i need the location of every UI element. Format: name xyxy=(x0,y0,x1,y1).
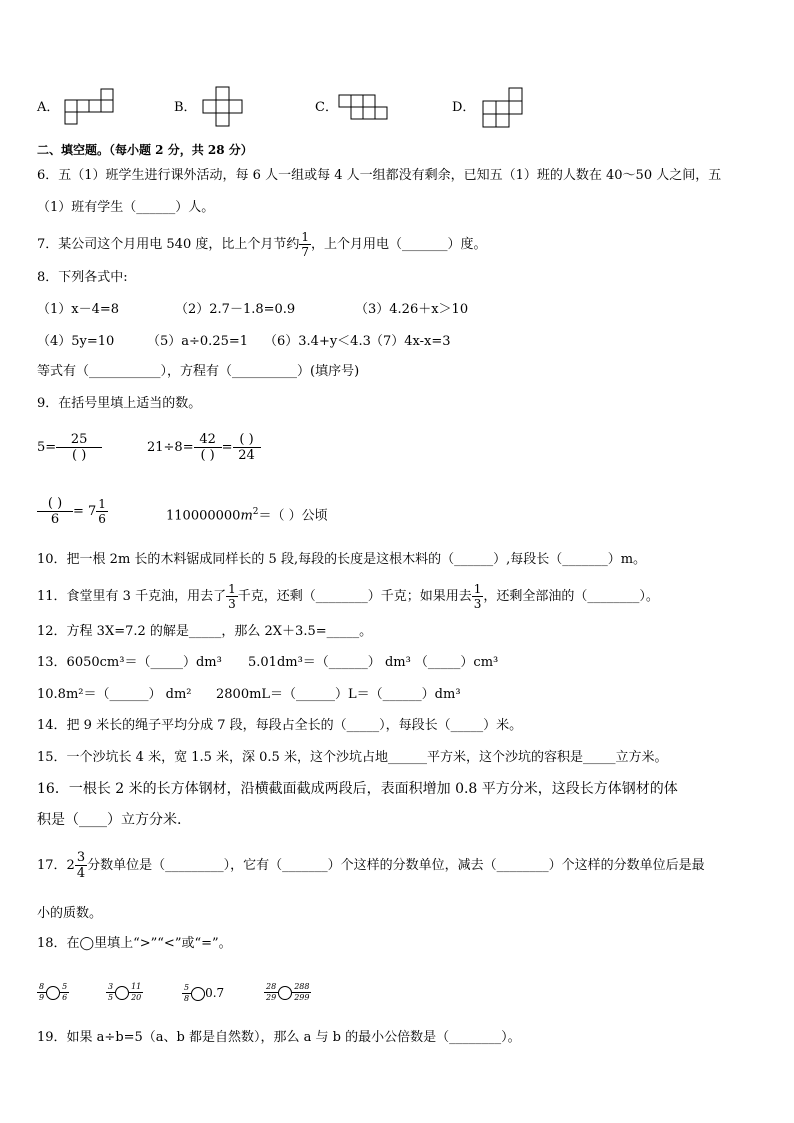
q9-a-left: 5= xyxy=(37,440,57,455)
q9-c-fraction xyxy=(37,497,73,526)
q18-item-2-n1: 3 xyxy=(108,982,114,991)
option-c-label: C． xyxy=(315,100,338,115)
q17-post: 分数单位是（_________），它有（_______）个这样的分数单位，减去（________）个这样的分数单位后是最 xyxy=(87,858,705,873)
q18-item-1-left xyxy=(37,983,46,1002)
q17-pre: 17．2 xyxy=(37,858,75,873)
q18-item-2-right xyxy=(129,983,143,1002)
option-c-net-figure xyxy=(338,94,392,122)
q18-item-2-n2: 11 xyxy=(131,982,142,991)
q9-d-rest: ＝（ ）公顷 xyxy=(258,508,328,524)
q8-title: 8．下列各式中: xyxy=(37,270,128,285)
q8-item-4: （4）5y=10 xyxy=(37,334,115,349)
q9-c-fnum: 1 xyxy=(98,497,106,511)
q9-c-num: ( ) xyxy=(37,497,73,512)
q7-pre: 7．某公司这个月用电 540 度，比上个月节约 xyxy=(37,237,300,252)
q9-a-fraction xyxy=(56,433,102,462)
q11-num2: 1 xyxy=(473,582,482,596)
q9-a-num: 25 xyxy=(56,433,102,448)
q8-item-6: （6）3.4+y＜4.3 xyxy=(264,334,371,349)
q18-title: 18．在◯里填上“>”“<”或“=”。 xyxy=(37,936,232,951)
q18-item-2 xyxy=(106,978,143,1008)
q9-title: 9．在括号里填上适当的数。 xyxy=(37,396,202,411)
q8-answer: 等式有（___________），方程有（__________）(填序号) xyxy=(37,364,360,379)
q18-item-4-d2: 299 xyxy=(294,993,310,1002)
q13-row2-a: 10.8m²＝（______） dm² xyxy=(37,687,192,702)
q17-line2: 小的质数。 xyxy=(37,906,103,921)
q18-item-2-d2: 20 xyxy=(131,993,142,1002)
q18-item-1-d2: 6 xyxy=(62,993,68,1002)
q9-b-fraction2 xyxy=(233,433,261,462)
q8-item-7: （7）4x-x=3 xyxy=(370,334,451,349)
compare-circle[interactable] xyxy=(278,986,292,1000)
q11-den2: 3 xyxy=(473,597,482,611)
q17-fraction xyxy=(75,851,87,880)
q9-b-left: 21÷8= xyxy=(147,440,194,455)
q11-post: ，还剩全部油的（________）。 xyxy=(483,589,659,604)
q9-c-eq: = 7 xyxy=(73,504,97,519)
q18-item-3-d1: 8 xyxy=(184,994,190,1003)
q16-line2: 积是（____）立方分米. xyxy=(37,812,182,828)
section-title: 二、填空题。（每小题 2 分，共 28 分） xyxy=(37,143,253,157)
q18-item-4-d1: 29 xyxy=(266,993,277,1002)
option-d-net-figure xyxy=(482,87,524,129)
q12: 12．方程 3X=7.2 的解是_____，那么 2X＋3.5=_____。 xyxy=(37,624,373,639)
q7-fraction-num: 1 xyxy=(301,230,309,244)
q9-d-unit: m xyxy=(240,508,253,524)
q15: 15．一个沙坑长 4 米，宽 1.5 米，深 0.5 米，这个沙坑占地______平方米，这个沙坑的容积是_____立方米。 xyxy=(37,750,668,765)
q18-item-4 xyxy=(264,978,311,1008)
q18-item-3 xyxy=(182,978,224,1009)
q9-a xyxy=(37,428,102,468)
q8-item-5: （5）a÷0.25=1 xyxy=(147,334,249,349)
option-b-net-figure xyxy=(202,86,244,128)
q9-a-den: ( ) xyxy=(72,448,87,463)
q7-fraction xyxy=(299,231,311,258)
q18-item-4-n1: 28 xyxy=(266,982,277,991)
q11 xyxy=(37,578,659,616)
q17 xyxy=(37,846,705,886)
q18-item-2-d1: 5 xyxy=(108,993,114,1002)
option-b-label: B． xyxy=(174,100,197,115)
q16-line1: 16．一根长 2 米的长方体钢材，沿横截面截成两段后，表面积增加 0.8 平方分米，这段长方体钢材的体 xyxy=(37,781,678,797)
q9-b xyxy=(147,428,261,468)
q9-c-fden: 6 xyxy=(98,512,106,526)
q17-num: 3 xyxy=(76,850,86,865)
q9-b-den1: ( ) xyxy=(200,448,215,463)
q10: 10．把一根 2m 长的木料锯成同样长的 5 段,每段的长度是这根木料的（______）,每段长（_______）m。 xyxy=(37,552,647,567)
q8-item-1: （1）x－4=8 xyxy=(37,302,120,317)
q11-pre: 11．食堂里有 3 千克油，用去了 xyxy=(37,589,227,604)
q9-d-sup: 2 xyxy=(252,507,259,517)
q13-row1-b: 5.01dm³＝（______） dm³ （_____）cm³ xyxy=(248,655,499,670)
option-a-label: A． xyxy=(37,100,60,115)
q11-mid: 千克，还剩（________）千克；如果用去 xyxy=(237,589,472,604)
q18-item-3-right: 0.7 xyxy=(205,986,225,1000)
q9-b-eq: = xyxy=(221,440,233,455)
q18-item-1-right xyxy=(60,983,69,1002)
option-a-net-figure xyxy=(64,88,116,128)
q7-fraction-den: 7 xyxy=(301,245,309,259)
q19: 19．如果 a÷b=5（a、b 都是自然数），那么 a 与 b 的最小公倍数是（________）。 xyxy=(37,1030,521,1045)
q18-item-4-n2: 288 xyxy=(294,982,310,991)
q9-b-fraction1 xyxy=(194,433,222,462)
q18-item-1-n2: 5 xyxy=(62,982,68,991)
q18-item-1-d1: 9 xyxy=(39,993,45,1002)
q9-c-den: 6 xyxy=(50,512,60,527)
q18-item-4-left xyxy=(264,983,278,1002)
q11-den1: 3 xyxy=(228,597,236,611)
q18-item-3-left xyxy=(182,984,191,1003)
q18-item-1-n1: 8 xyxy=(39,982,45,991)
q9-c xyxy=(37,492,108,532)
q9-b-num2: ( ) xyxy=(233,433,261,448)
q14: 14．把 9 米长的绳子平均分成 7 段，每段占全长的（_____），每段长（_____）米。 xyxy=(37,718,523,733)
compare-circle[interactable] xyxy=(115,986,129,1000)
q18-item-4-right xyxy=(292,983,311,1002)
q13-row1-a: 13．6050cm³＝（_____）dm³ xyxy=(37,655,222,670)
option-d-label: D． xyxy=(452,100,476,115)
q13-row2-b: 2800mL＝（______）L＝（______）dm³ xyxy=(216,687,461,702)
q8-item-2: （2）2.7－1.8=0.9 xyxy=(175,302,296,317)
q9-d-number: 110000000 xyxy=(166,508,241,524)
q11-num1: 1 xyxy=(228,582,236,596)
compare-circle[interactable] xyxy=(191,987,205,1001)
q9-d xyxy=(166,504,328,524)
q9-b-num1: 42 xyxy=(194,433,222,448)
q8-item-3: （3）4.26＋x＞10 xyxy=(355,302,469,317)
q11-fraction2 xyxy=(472,583,484,610)
q18-item-1 xyxy=(37,978,69,1008)
compare-circle[interactable] xyxy=(46,986,60,1000)
q18-item-2-left xyxy=(106,983,115,1002)
q6-line2: （1）班有学生（______）人。 xyxy=(37,200,215,215)
q18-item-3-n1: 5 xyxy=(184,983,190,992)
q11-fraction1 xyxy=(226,583,238,610)
q7-post: ，上个月用电（_______）度。 xyxy=(311,237,487,252)
q17-den: 4 xyxy=(76,866,86,881)
q9-b-den2: 24 xyxy=(238,448,255,463)
q6-line1: 6．五（1）班学生进行课外活动，每 6 人一组或每 4 人一组都没有剩余，已知五（1）班的人数在 40～50 人之间，五 xyxy=(37,168,722,183)
q7 xyxy=(37,226,487,264)
q9-c-mixed-fraction xyxy=(96,498,108,525)
